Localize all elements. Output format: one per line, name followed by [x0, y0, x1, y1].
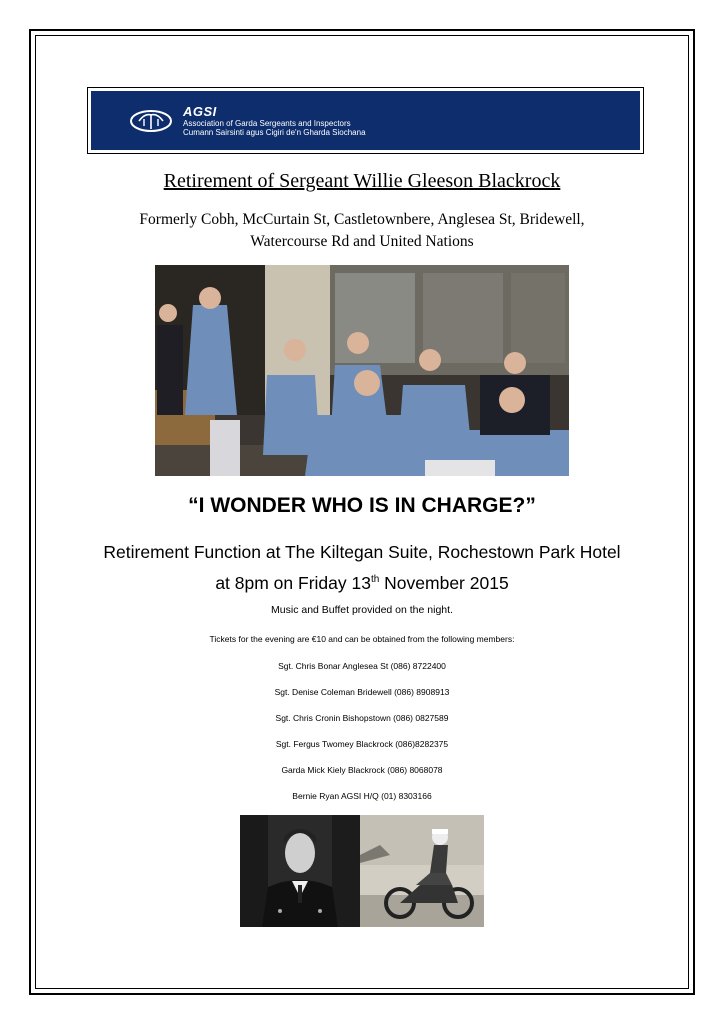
tickets-note: Tickets for the evening are €10 and can be obtained from the following members: — [209, 634, 515, 644]
agsi-banner-text — [183, 105, 366, 137]
agsi-emblem-icon — [129, 109, 173, 133]
list-item: Sgt. Chris Bonar Anglesea St (086) 8722400 — [278, 661, 446, 671]
slogan: “I WONDER WHO IS IN CHARGE?” — [188, 494, 536, 517]
music-note: Music and Buffet provided on the night. — [271, 604, 453, 616]
page-title: Retirement of Sergeant Willie Gleeson Blackrock — [163, 170, 561, 192]
list-item: Sgt. Denise Coleman Bridewell (086) 8908913 — [274, 687, 450, 697]
formerly-stations: Formerly Cobh, McCurtain St, Castletownbere, Anglesea St, Bridewell, Watercourse Rd and United Nations — [139, 211, 585, 250]
agsi-abbreviation: AGSI — [183, 104, 217, 119]
agsi-name-english: Association of Garda Sergeants and Inspectors — [183, 119, 351, 128]
list-item: Garda Mick Kiely Blackrock (086) 8068078 — [281, 765, 443, 775]
agsi-banner — [87, 87, 644, 154]
portrait-photo — [240, 815, 360, 927]
list-item: Sgt. Fergus Twomey Blackrock (086)8282375 — [275, 739, 449, 749]
list-item: Bernie Ryan AGSI H/Q (01) 8303166 — [292, 791, 432, 801]
agsi-name-irish: Cumann Sairsinti agus Cigiri de'n Gharda Siochana — [183, 128, 366, 137]
function-date: at 8pm on Friday 13th November 2015 — [215, 572, 509, 593]
agsi-banner-fill — [91, 91, 640, 150]
contact-list — [0, 660, 724, 816]
group-photo — [155, 265, 569, 476]
list-item: Sgt. Chris Cronin Bishopstown (086) 0827589 — [275, 713, 449, 723]
function-venue: Retirement Function at The Kiltegan Suite, Rochestown Park Hotel — [103, 542, 621, 562]
function-details — [60, 539, 664, 597]
motorcycle-photo — [360, 815, 484, 927]
